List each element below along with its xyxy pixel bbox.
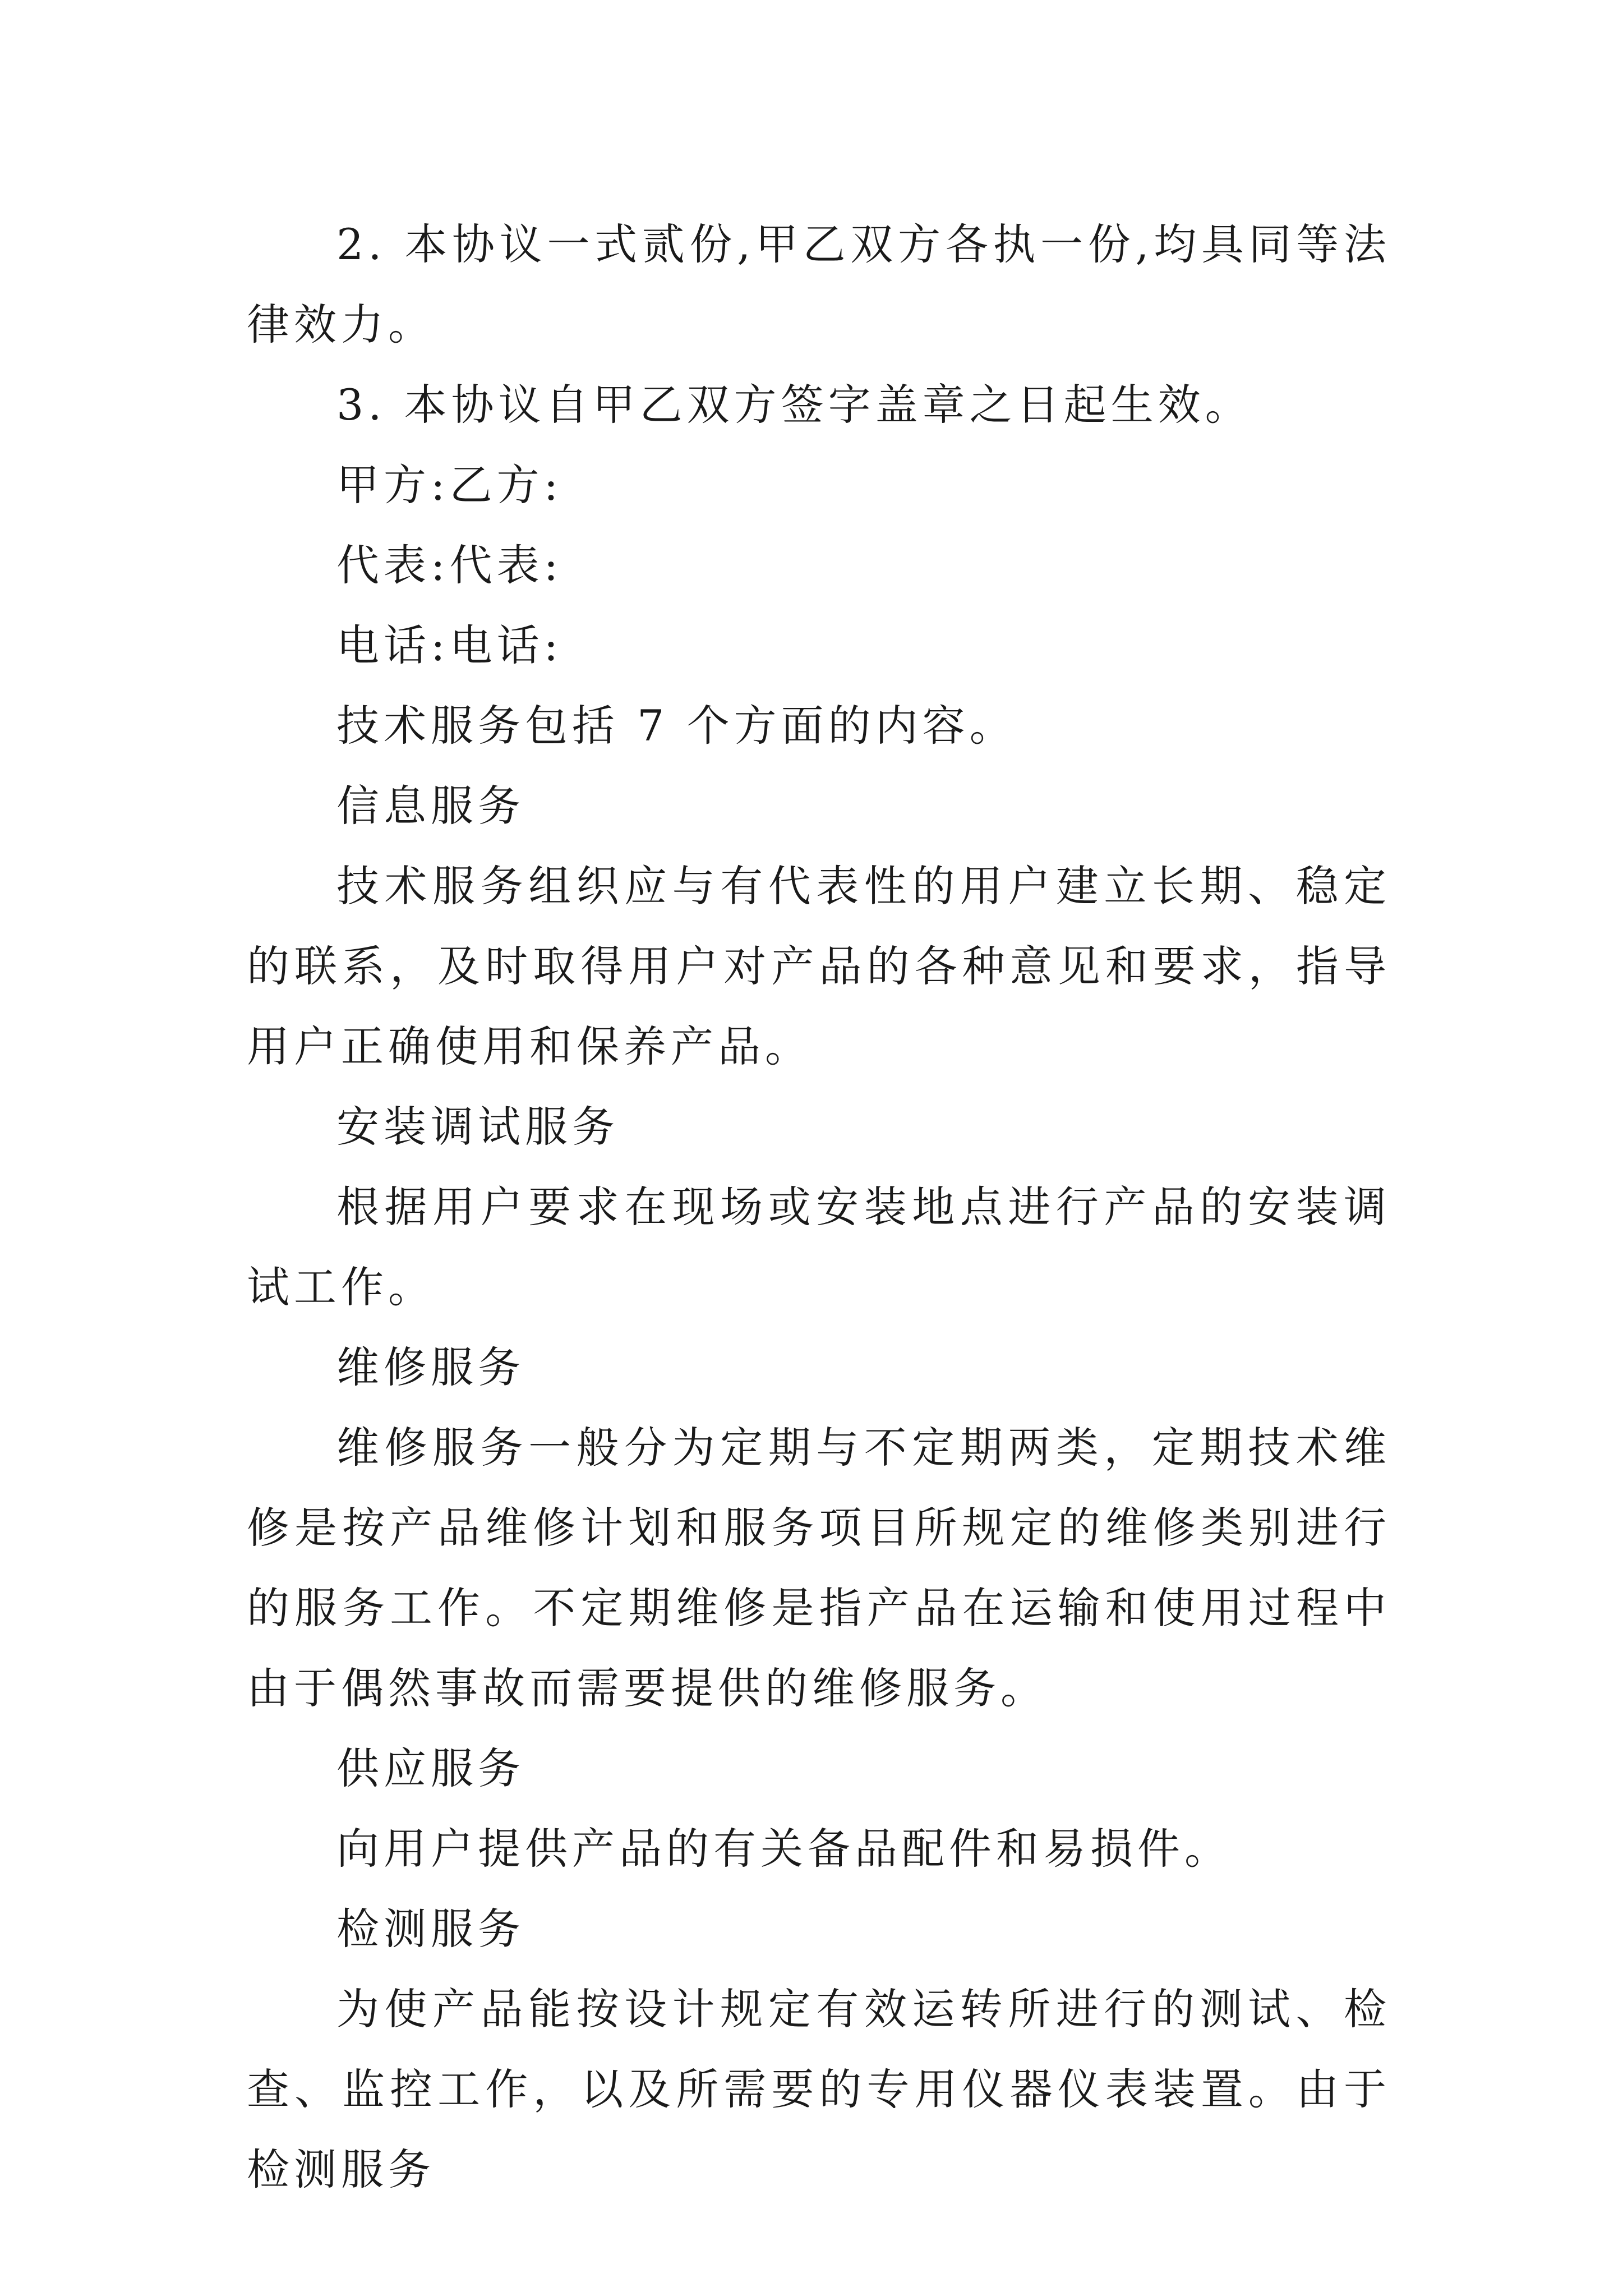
signature-phone-line: 电话:电话: bbox=[336, 620, 563, 670]
paragraph-maintenance-service: 维修服务一般分为定期与不定期两类，定期技术维修是按产品维修计划和服务项目所规定的维修类别进行的服务工作。不定期维修是指产品在运输和使用过程中由于偶然事故而需要提供的维修服务。 bbox=[247, 1423, 1391, 1713]
paragraph-supply-service: 向用户提供产品的有关备品配件和易损件。 bbox=[336, 1824, 1232, 1874]
paragraph-inspection-service: 为使产品能按设计规定有效运转所进行的测试、检查、监控工作，以及所需要的专用仪器仪表装置。由于检测服务 bbox=[247, 1984, 1391, 2194]
heading-information-service: 信息服务 bbox=[336, 781, 525, 831]
heading-supply-service: 供应服务 bbox=[336, 1743, 525, 1793]
heading-installation-service: 安装调试服务 bbox=[336, 1102, 619, 1152]
clause-effective: 3. 本协议自甲乙双方签字盖章之日起生效。 bbox=[336, 380, 1252, 430]
signature-party-line: 甲方:乙方: bbox=[336, 460, 563, 510]
heading-maintenance-service: 维修服务 bbox=[336, 1342, 525, 1392]
paragraph-information-service: 技术服务组织应与有代表性的用户建立长期、稳定的联系，及时取得用户对产品的各种意见和要求，指导用户正确使用和保养产品。 bbox=[247, 861, 1391, 1071]
clause-copies: 2. 本协议一式贰份,甲乙双方各执一份,均具同等法律效力。 bbox=[247, 219, 1391, 349]
paragraph-installation-service: 根据用户要求在现场或安装地点进行产品的安装调试工作。 bbox=[247, 1182, 1391, 1312]
heading-inspection-service: 检测服务 bbox=[336, 1904, 525, 1954]
document-body bbox=[247, 204, 1391, 2210]
signature-representative-line: 代表:代表: bbox=[336, 540, 563, 590]
services-intro: 技术服务包括 7 个方面的内容。 bbox=[336, 701, 1017, 751]
